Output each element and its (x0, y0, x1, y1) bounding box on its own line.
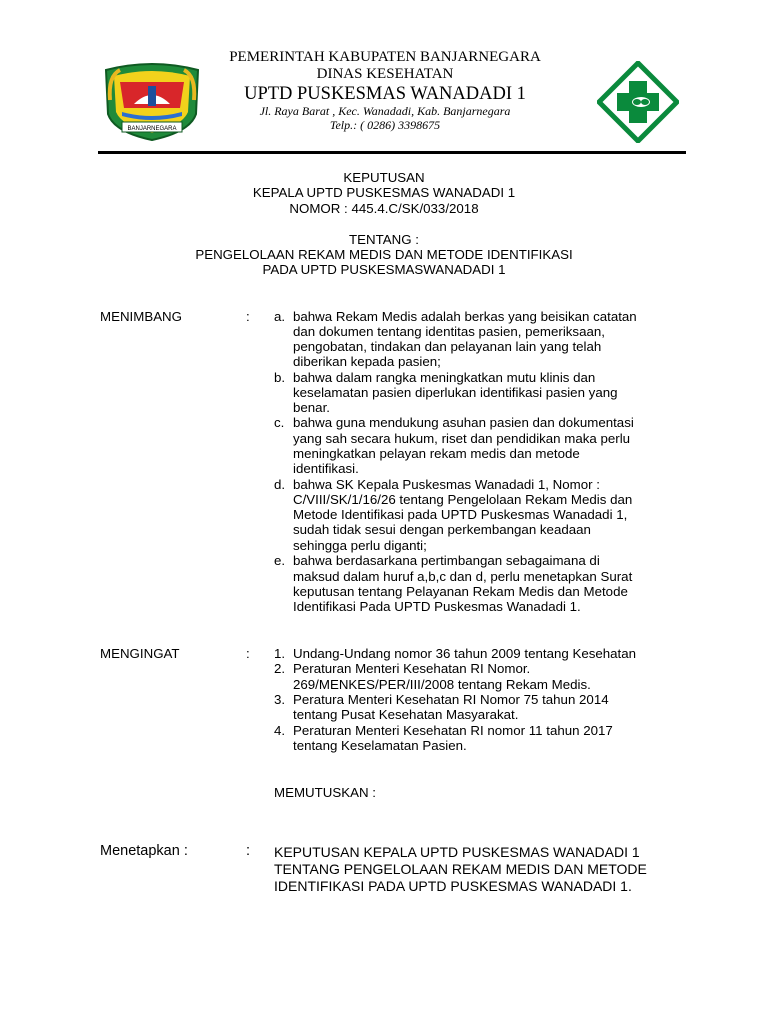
mengingat-num-3: 3. (274, 692, 286, 707)
mengingat-num-1: 1. (274, 646, 286, 661)
mengingat-num-4: 4. (274, 723, 286, 738)
menimbang-e-line2: maksud dalam huruf a,b,c dan d, perlu menetapkan Surat (293, 569, 633, 584)
mengingat-3-line2: tentang Pusat Kesehatan Masyarakat. (293, 707, 519, 722)
memutuskan-heading: MEMUTUSKAN : (274, 785, 376, 800)
menimbang-letter-b: b. (274, 370, 286, 385)
header-government: PEMERINTAH KABUPATEN BANJARNEGARA (229, 49, 541, 65)
menimbang-letter-e: e. (274, 553, 286, 568)
mengingat-label: MENGINGAT (100, 646, 180, 661)
menimbang-a-line1: bahwa Rekam Medis adalah berkas yang beisikan catatan (293, 309, 637, 324)
menimbang-d-line5: sehingga perlu diganti; (293, 538, 427, 553)
mengingat-2-line1: Peraturan Menteri Kesehatan RI Nomor. (293, 661, 531, 676)
header-divider (98, 151, 686, 154)
header-address: Jl. Raya Barat , Kec. Wanadadi, Kab. Banjarnegara (259, 104, 511, 118)
menetapkan-line3: IDENTIFIKASI PADA UPTD PUSKESMAS WANADADI 1. (274, 878, 632, 894)
menimbang-e-line3: keputusan tentang Pelayanan Rekam Medis dan Metode (293, 584, 628, 599)
menimbang-c-line2: yang sah secara hukum, riset dan pendidikan maka perlu (293, 431, 631, 446)
header-department: DINAS KESEHATAN (316, 66, 454, 82)
menimbang-e-line4: Identifikasi Pada UPTD Puskesmas Wanadadi 1. (293, 599, 581, 614)
menimbang-letter-a: a. (274, 309, 286, 324)
menimbang-c-line3: meningkatkan pelayan rekam medis dan metode (293, 446, 580, 461)
menimbang-c-line4: identifikasi. (293, 461, 359, 476)
title-subject-line1: PENGELOLAAN REKAM MEDIS DAN METODE IDENTIFIKASI (195, 247, 573, 262)
mengingat-num-2: 2. (274, 661, 286, 676)
title-subject-line2: PADA UPTD PUSKESMASWANADADI 1 (262, 262, 506, 277)
menimbang-colon: : (246, 309, 250, 324)
mengingat-4-line1: Peraturan Menteri Kesehatan RI nomor 11 tahun 2017 (293, 723, 613, 738)
menimbang-a-line2: dan dokumen tentang identitas pasien, pemeriksaan, (293, 324, 605, 339)
menimbang-d-line1: bahwa SK Kepala Puskesmas Wanadadi 1, Nomor : (293, 477, 600, 492)
menimbang-d-line2: C/VIII/SK/1/16/26 tentang Pengelolaan Rekam Medis dan (293, 492, 633, 507)
header-phone: Telp.: ( 0286) 3398675 (329, 118, 441, 132)
mengingat-4-line2: tentang Keselamatan Pasien. (293, 738, 467, 753)
menimbang-b-line1: bahwa dalam rangka meningkatkan mutu klinis dan (293, 370, 596, 385)
header-institution: UPTD PUSKESMAS WANADADI 1 (244, 84, 526, 104)
menimbang-letter-d: d. (274, 477, 286, 492)
menetapkan-label: Menetapkan : (100, 843, 188, 859)
menimbang-b-line2: keselamatan pasien diperlukan identifikasi pasien yang (293, 385, 618, 400)
menimbang-d-line4: sudah tidak sesui dengan perkembangan keadaan (293, 522, 591, 537)
menimbang-c-line1: bahwa guna mendukung asuhan pasien dan dokumentasi (293, 415, 634, 430)
menimbang-label: MENIMBANG (100, 309, 183, 324)
menimbang-e-line1: bahwa berdasarkana pertimbangan sebagaimana di (293, 553, 600, 568)
menetapkan-line2: TENTANG PENGELOLAAN REKAM MEDIS DAN METODE (274, 861, 647, 877)
menimbang-a-line4: diberikan kepada pasien; (293, 354, 441, 369)
title-kepala: KEPALA UPTD PUSKESMAS WANADADI 1 (252, 185, 516, 200)
title-keputusan: KEPUTUSAN (343, 170, 425, 185)
logo-ribbon-text: BANJARNEGARA (127, 126, 177, 132)
title-tentang: TENTANG : (349, 232, 419, 247)
title-nomor: NOMOR : 445.4.C/SK/033/2018 (289, 201, 479, 216)
mengingat-3-line1: Peratura Menteri Kesehatan RI Nomor 75 tahun 2014 (293, 692, 609, 707)
menimbang-d-line3: Metode Identifikasi pada UPTD Puskesmas Wanadadi 1, (293, 507, 628, 522)
menetapkan-colon: : (246, 843, 251, 859)
menimbang-a-line3: pengobatan, tindakan dan pelayanan lain yang telah (293, 339, 602, 354)
mengingat-colon: : (246, 646, 250, 661)
menimbang-letter-c: c. (274, 415, 285, 430)
menimbang-b-line3: benar. (293, 400, 330, 415)
mengingat-2-line2: 269/MENKES/PER/III/2008 tentang Rekam Medis. (293, 677, 591, 692)
mengingat-1-line1: Undang-Undang nomor 36 tahun 2009 tentang Kesehatan (293, 646, 637, 661)
menetapkan-line1: KEPUTUSAN KEPALA UPTD PUSKESMAS WANADADI 1 (274, 844, 640, 860)
